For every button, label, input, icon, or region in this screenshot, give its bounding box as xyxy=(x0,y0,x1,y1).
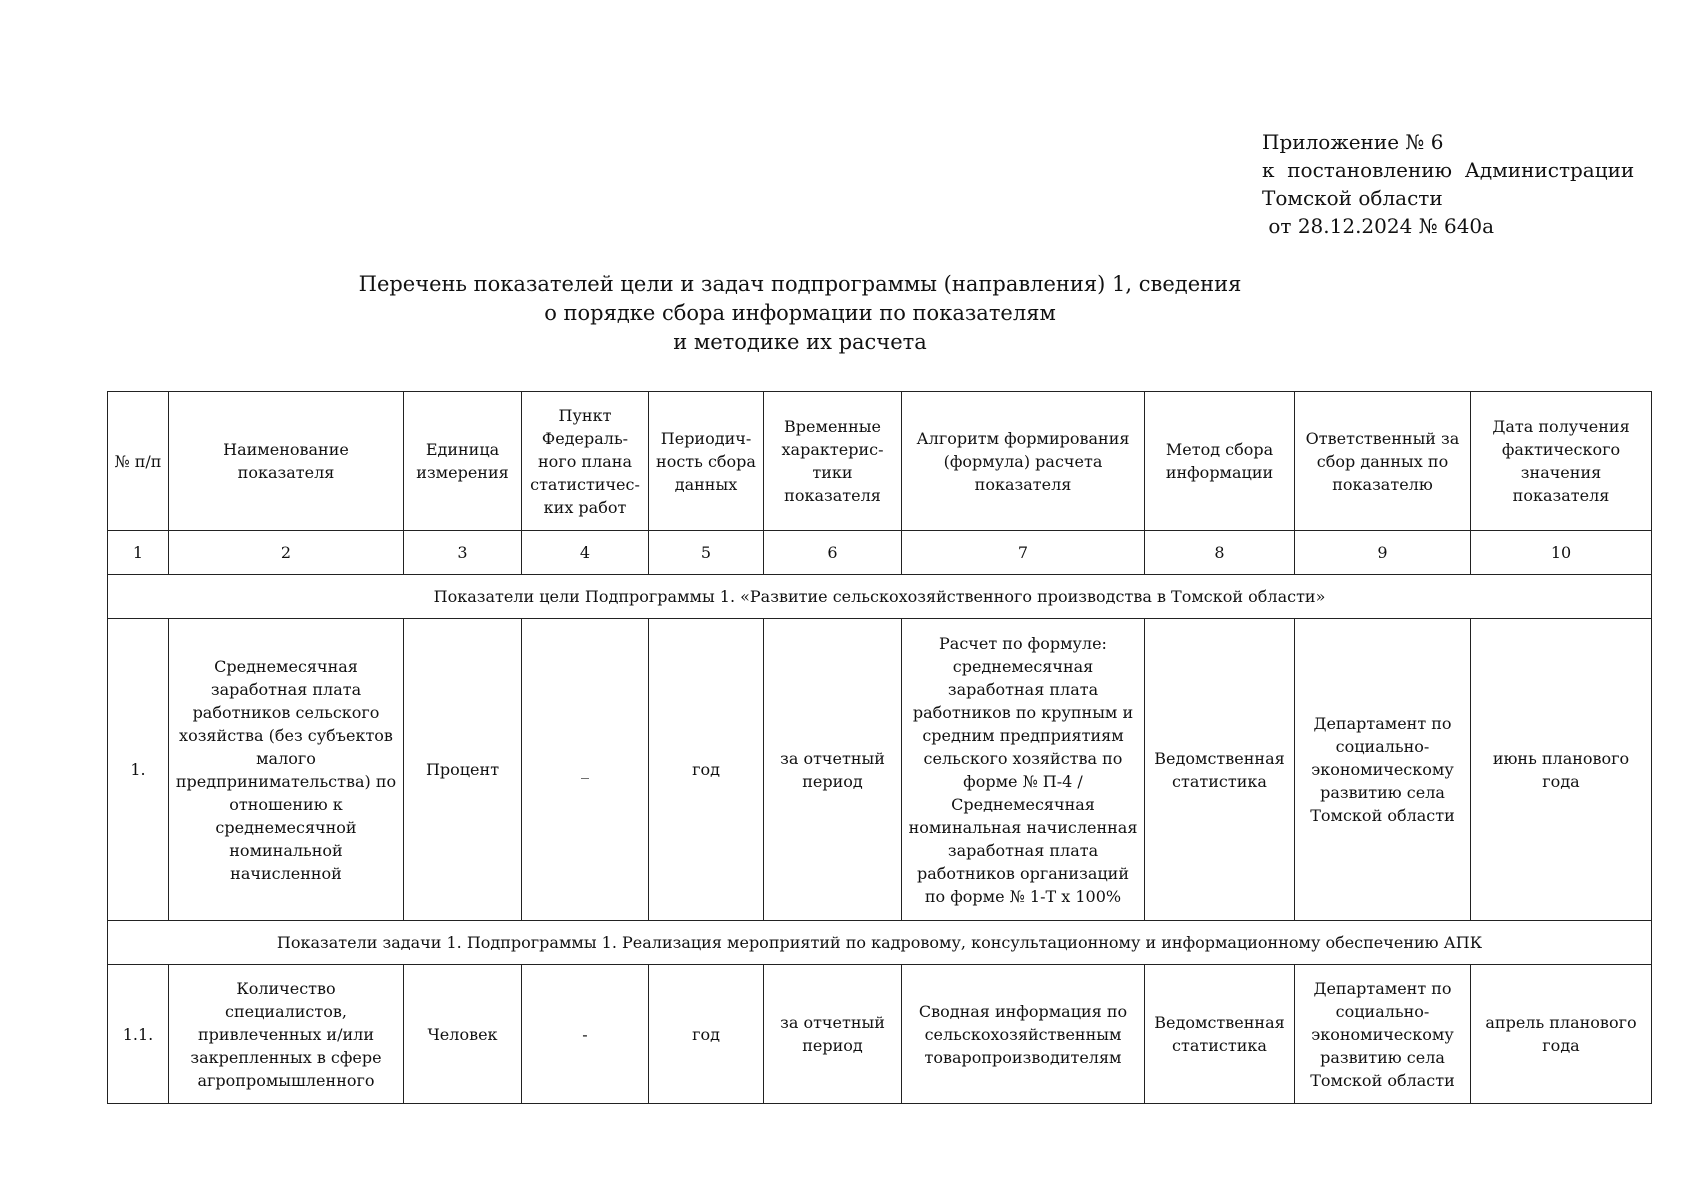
table-row xyxy=(108,965,1652,1104)
column-number: 7 xyxy=(902,531,1145,575)
row-number: 1. xyxy=(108,619,169,921)
column-number: 4 xyxy=(522,531,649,575)
document-title xyxy=(300,270,1300,357)
header-cell: Дата получения фактического значения показателя xyxy=(1471,392,1652,531)
plan-item-cell: _ xyxy=(522,619,649,921)
section-row-goal xyxy=(108,575,1652,619)
header-cell: Единица измерения xyxy=(404,392,522,531)
header-row xyxy=(108,392,1652,531)
date-cell: июнь планового года xyxy=(1471,619,1652,921)
title-line-2: о порядке сбора информации по показателям xyxy=(544,301,1056,325)
header-cell: № п/п xyxy=(108,392,169,531)
appendix-line-3: Томской области xyxy=(1262,186,1443,210)
algorithm-cell: Расчет по формуле: среднемесячная заработная плата работников по крупным и средним предприятиям сельского хозяйства по форме № П-4 / Среднемесячная номинальная начисленная заработная плата работников организаций по форме № 1-Т х 100% xyxy=(902,619,1145,921)
time-cell: за отчетный период xyxy=(764,619,902,921)
time-cell: за отчетный период xyxy=(764,965,902,1104)
responsible-cell: Департамент по социально-экономическому развитию села Томской области xyxy=(1295,965,1471,1104)
table-row xyxy=(108,619,1652,921)
section-row-task xyxy=(108,921,1652,965)
column-number: 9 xyxy=(1295,531,1471,575)
section-title: Показатели цели Подпрограммы 1. «Развитие сельскохозяйственного производства в Томской области» xyxy=(108,575,1652,619)
plan-item-cell: - xyxy=(522,965,649,1104)
column-number: 6 xyxy=(764,531,902,575)
appendix-line-2: к постановлению Администрации xyxy=(1262,158,1635,182)
method-cell: Ведомственная статистика xyxy=(1145,619,1295,921)
header-cell: Метод сбора информации xyxy=(1145,392,1295,531)
unit-cell: Процент xyxy=(404,619,522,921)
algorithm-cell: Сводная информация по сельскохозяйственным товаропроизводителям xyxy=(902,965,1145,1104)
unit-cell: Человек xyxy=(404,965,522,1104)
header-cell: Пункт Федераль-ного плана статистичес-ких работ xyxy=(522,392,649,531)
header-cell: Алгоритм формирования (формула) расчета показателя xyxy=(902,392,1145,531)
periodicity-cell: год xyxy=(649,965,764,1104)
column-number: 5 xyxy=(649,531,764,575)
row-number: 1.1. xyxy=(108,965,169,1104)
header-cell: Ответственный за сбор данных по показателю xyxy=(1295,392,1471,531)
indicator-name: Количество специалистов, привлеченных и/или закрепленных в сфере агропромышленного xyxy=(169,965,404,1104)
column-number: 2 xyxy=(169,531,404,575)
title-line-3: и методике их расчета xyxy=(673,330,927,354)
column-number: 3 xyxy=(404,531,522,575)
periodicity-cell: год xyxy=(649,619,764,921)
column-number: 10 xyxy=(1471,531,1652,575)
title-line-1: Перечень показателей цели и задач подпрограммы (направления) 1, сведения xyxy=(358,272,1242,296)
section-title: Показатели задачи 1. Подпрограммы 1. Реализация мероприятий по кадровому, консультационному и информационному обеспечению АПК xyxy=(108,921,1652,965)
indicator-name: Среднемесячная заработная плата работников сельского хозяйства (без субъектов малого предпринимательства) по отношению к среднемесячной номинальной начисленной xyxy=(169,619,404,921)
appendix-block xyxy=(1262,128,1634,240)
column-number: 8 xyxy=(1145,531,1295,575)
header-cell: Временные характерис-тики показателя xyxy=(764,392,902,531)
indicators-table xyxy=(107,391,1652,1104)
method-cell: Ведомственная статистика xyxy=(1145,965,1295,1104)
header-cell: Периодич-ность сбора данных xyxy=(649,392,764,531)
column-number: 1 xyxy=(108,531,169,575)
header-cell: Наименование показателя xyxy=(169,392,404,531)
appendix-line-4: от 28.12.2024 № 640а xyxy=(1262,214,1495,238)
responsible-cell: Департамент по социально-экономическому развитию села Томской области xyxy=(1295,619,1471,921)
appendix-line-1: Приложение № 6 xyxy=(1262,130,1444,154)
date-cell: апрель планового года xyxy=(1471,965,1652,1104)
column-number-row xyxy=(108,531,1652,575)
